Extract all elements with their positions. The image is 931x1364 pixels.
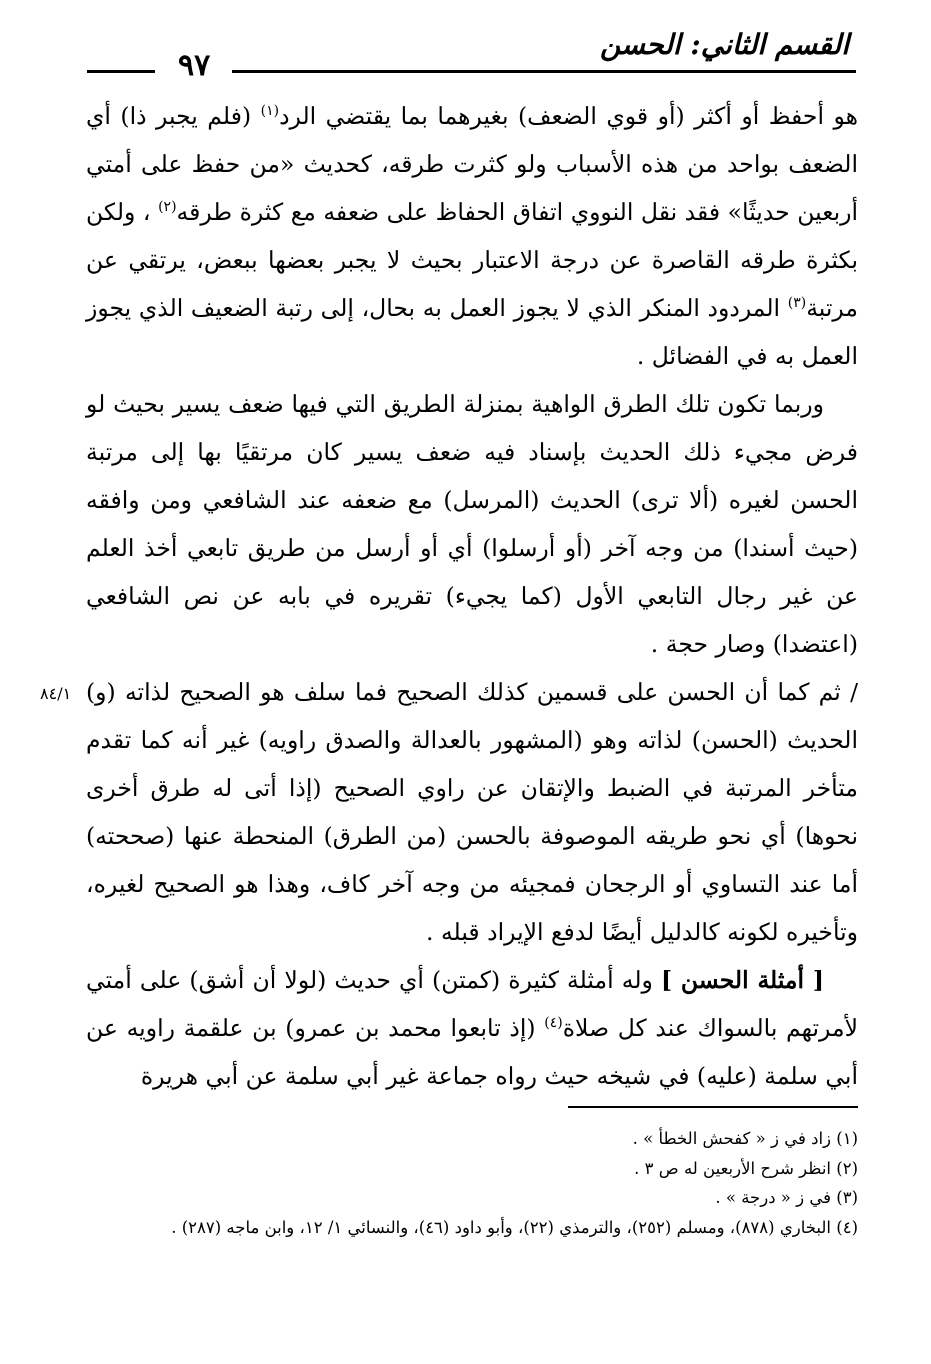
paragraph-3: / ثم كما أن الحسن على قسمين كذلك الصحيح فما سلف هو الصحيح لذاته (و) الحديث (الحسن) لذاته وهو (المشهور بالعدالة والصدق راويه) غير أنه كما تقدم متأخر المرتبة في الضبط والإتقان عن راوي الصحيح (إذا أتى له طرق أخرى نحوها) أي نحو طريقه الموصوفة بالحسن (من الطرق) المنحطة عنها (صححته) أما عند التساوي أو الرجحان فمجيئه من وجه آخر كاف، وهذا هو الصحيح لغيره، وتأخيره لكونه كالدليل أيضًا لدفع الإيراد قبله . bbox=[86, 678, 858, 946]
footnote-ref-2: (٢) bbox=[158, 199, 177, 216]
footnote-ref-3: (٣) bbox=[787, 295, 807, 312]
footnote-1: (١) زاد في ز « كفحش الخطأ » . bbox=[632, 1129, 858, 1148]
footnote-3: (٣) في ز « درجة » . bbox=[715, 1188, 858, 1207]
text-run: (إذ تابعوا محمد بن عمرو) بن علقمة راويه عن أبي سلمة (عليه) في شيخه حيث رواه جماعة غير أبي سلمة عن أبي هريرة bbox=[86, 1014, 858, 1090]
main-text bbox=[86, 92, 858, 1100]
header-rule-left bbox=[87, 70, 155, 73]
paragraph-1 bbox=[86, 92, 858, 380]
text-run: (فلم يجبر ذا) أي الضعف بواحد من هذه الأسباب ولو كثرت طرقه، كحديث «من حفظ على أمتي أربعين حديثًا» فقد نقل النووي اتفاق الحفاظ على ضعفه مع كثرة طرقه bbox=[86, 102, 858, 226]
footnote-2: (٢) انظر شرح الأربعين له ص ٣ . bbox=[634, 1158, 858, 1178]
text-run: هو أحفظ أو أكثر (أو قوي الضعف) بغيرهما بما يقتضي الرد bbox=[279, 102, 858, 130]
footnotes bbox=[86, 1124, 858, 1242]
paragraph-2: وربما تكون تلك الطرق الواهية بمنزلة الطريق التي فيها ضعف يسير بحيث لو فرض مجيء ذلك الحديث بإسناد فيه ضعف يسير كان مرتقيًا بها إلى مرتبة الحسن لغيره (ألا ترى) الحديث (المرسل) مع ضعفه عند الشافعي ومن وافقه (حيث أسندا) من وجه آخر (أو أرسلوا) أي أو أرسل من طريق تابعي أخذ العلم عن غير رجال التابعي الأول (كما يجيء) تقريره في بابه عن نص الشافعي (اعتضدا) وصار حجة . bbox=[86, 390, 858, 658]
footnote-ref-1: (١) bbox=[260, 103, 280, 120]
page-number: ٩٧ bbox=[178, 48, 211, 83]
text-run: المردود المنكر الذي لا يجوز العمل به بحال، إلى رتبة الضعيف الذي يجوز العمل به في الفضائل . bbox=[86, 294, 858, 370]
footnote-4: (٤) البخاري (٨٧٨)، ومسلم (٢٥٢)، والترمذي (٢٢)، وأبو داود (٤٦)، والنسائي ١/ ١٢، وابن ماجه (٢٨٧) . bbox=[171, 1217, 858, 1237]
footnote-ref-4: (٤) bbox=[544, 1015, 563, 1032]
section-heading-examples: [ أمثلة الحسن ] bbox=[660, 966, 824, 994]
text-run: وله أمثلة كثيرة (كمتن) أي حديث (لولا أن أشق) على أمتي لأمرتهم بالسواك عند كل صلاة bbox=[86, 966, 859, 1042]
text-run: ، ولكن بكثرة طرقه القاصرة عن درجة الاعتبار بحيث لا يجبر بعضها ببعض، يرتقي عن مرتبة bbox=[86, 198, 858, 322]
running-header-title: القسم الثاني: الحسن bbox=[599, 28, 849, 61]
footnote-separator bbox=[568, 1106, 858, 1108]
margin-manuscript-ref: ٨٤/١ bbox=[40, 684, 72, 703]
paragraph-4 bbox=[86, 956, 858, 1100]
header-rule-right bbox=[232, 70, 856, 73]
